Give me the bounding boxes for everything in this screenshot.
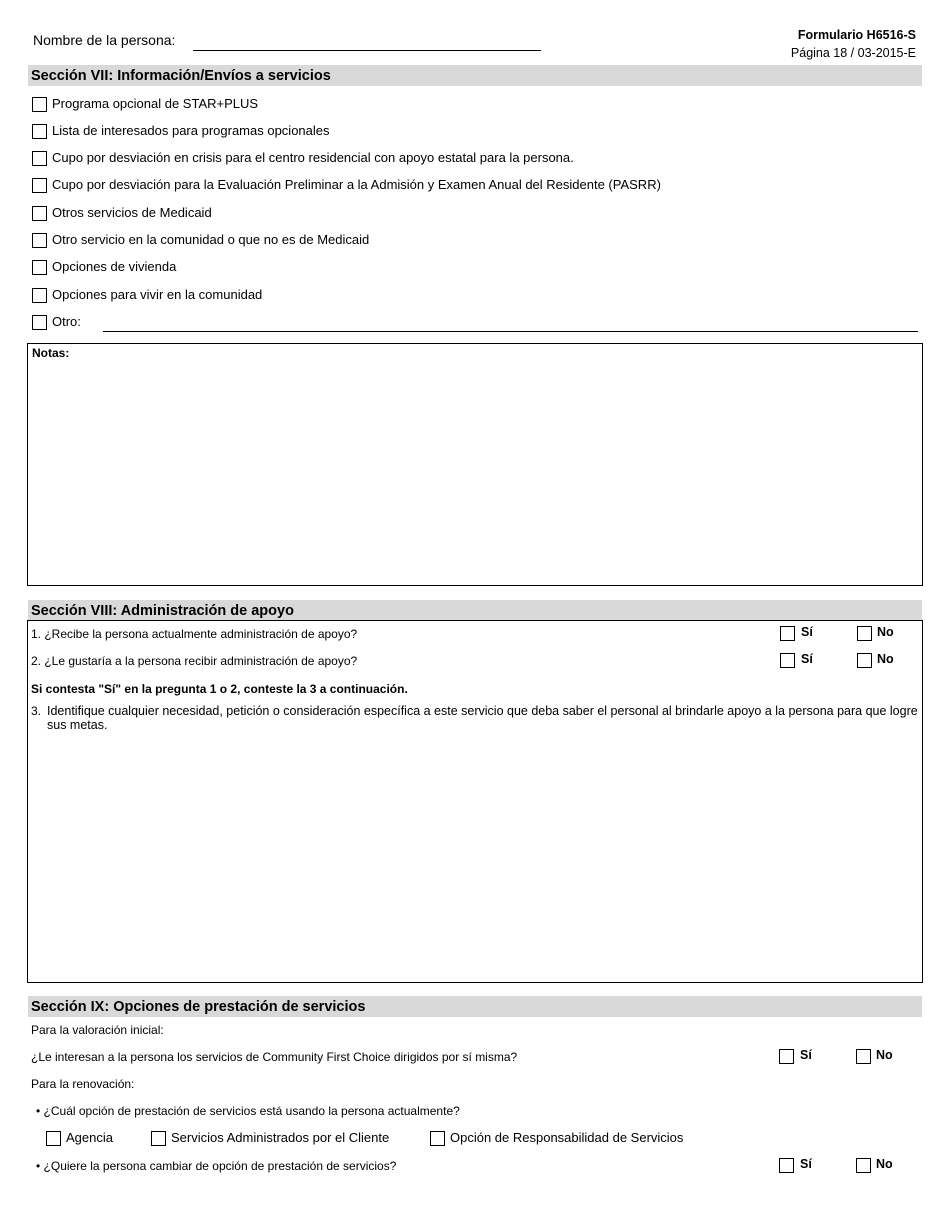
page-info: Página 18 / 03-2015-E [790, 46, 916, 60]
renewal-label: Para la renovación: [31, 1077, 135, 1091]
change-option-question: • ¿Quiere la persona cambiar de opción de prestación de servicios? [36, 1159, 397, 1173]
cfc-yes-checkbox[interactable] [779, 1049, 794, 1064]
change-yes-label: Sí [800, 1157, 812, 1171]
initial-assessment-label: Para la valoración inicial: [31, 1023, 164, 1037]
q1-yes-label: Sí [801, 625, 813, 639]
person-name-field[interactable] [193, 50, 541, 51]
q1-no-label: No [877, 625, 894, 639]
question-3-answer-area[interactable] [30, 736, 920, 980]
question-3-number: 3. [31, 704, 42, 718]
notes-box[interactable] [27, 343, 923, 586]
option-pasrr-diversion: Cupo por desviación para la Evaluación Preliminar a la Admisión y Examen Anual del Residente (PASRR) [52, 177, 661, 192]
change-yes-checkbox[interactable] [779, 1158, 794, 1173]
checkbox-other[interactable] [32, 315, 47, 330]
section8-body [27, 620, 923, 983]
option-other: Otro: [52, 314, 81, 329]
option-community-living: Opciones para vivir en la comunidad [52, 287, 263, 302]
agency-checkbox[interactable] [46, 1131, 61, 1146]
option-community-service: Otro servicio en la comunidad o que no es de Medicaid [52, 232, 370, 247]
checkbox-housing[interactable] [32, 260, 47, 275]
cfc-no-label: No [876, 1048, 893, 1062]
section8-title: Sección VIII: Administración de apoyo [31, 603, 294, 619]
q1-yes-checkbox[interactable] [780, 626, 795, 641]
question-3-line1: Identifique cualquier necesidad, petición o consideración específica a este servicio que deba saber el personal al brindarle apoyo a la persona para que logre [47, 704, 918, 718]
checkbox-other-medicaid[interactable] [32, 206, 47, 221]
section8-instruction: Si contesta "Sí" en la pregunta 1 o 2, conteste la 3 a continuación. [31, 682, 408, 696]
section8-header [28, 600, 922, 621]
checkbox-crisis-diversion[interactable] [32, 151, 47, 166]
option-interest-list: Lista de interesados para programas opcionales [52, 123, 330, 138]
question-1: 1. ¿Recibe la persona actualmente administración de apoyo? [31, 627, 358, 641]
change-no-label: No [876, 1157, 893, 1171]
q2-yes-checkbox[interactable] [780, 653, 795, 668]
option-housing: Opciones de vivienda [52, 259, 177, 274]
checkbox-community-living[interactable] [32, 288, 47, 303]
notes-label: Notas: [32, 346, 70, 360]
change-no-checkbox[interactable] [856, 1158, 871, 1173]
option-other-medicaid: Otros servicios de Medicaid [52, 205, 212, 220]
other-text-field[interactable] [103, 331, 918, 332]
section9-header [28, 996, 922, 1017]
question-2: 2. ¿Le gustaría a la persona recibir administración de apoyo? [31, 654, 358, 668]
form-id: Formulario H6516-S [797, 28, 916, 42]
section7-title: Sección VII: Información/Envíos a servicios [31, 68, 331, 84]
cfc-no-checkbox[interactable] [856, 1049, 871, 1064]
cfc-yes-label: Sí [800, 1048, 812, 1062]
option-star-plus: Programa opcional de STAR+PLUS [52, 96, 259, 111]
question-3-line2: sus metas. [47, 718, 108, 732]
cds-label: Servicios Administrados por el Cliente [171, 1130, 390, 1145]
checkbox-community-service[interactable] [32, 233, 47, 248]
sro-label: Opción de Responsabilidad de Servicios [450, 1130, 684, 1145]
checkbox-star-plus[interactable] [32, 97, 47, 112]
q2-no-label: No [877, 652, 894, 666]
cfc-question: ¿Le interesan a la persona los servicios de Community First Choice dirigidos por sí misma? [31, 1050, 518, 1064]
q2-no-checkbox[interactable] [857, 653, 872, 668]
q1-no-checkbox[interactable] [857, 626, 872, 641]
checkbox-interest-list[interactable] [32, 124, 47, 139]
section7-header [28, 65, 922, 86]
person-name-label: Nombre de la persona: [33, 32, 176, 48]
section9-title: Sección IX: Opciones de prestación de servicios [31, 999, 366, 1015]
option-crisis-diversion: Cupo por desviación en crisis para el centro residencial con apoyo estatal para la persona. [52, 150, 574, 165]
sro-checkbox[interactable] [430, 1131, 445, 1146]
agency-label: Agencia [66, 1130, 113, 1145]
cds-checkbox[interactable] [151, 1131, 166, 1146]
current-option-question: • ¿Cuál opción de prestación de servicios está usando la persona actualmente? [36, 1104, 460, 1118]
q2-yes-label: Sí [801, 652, 813, 666]
checkbox-pasrr-diversion[interactable] [32, 178, 47, 193]
